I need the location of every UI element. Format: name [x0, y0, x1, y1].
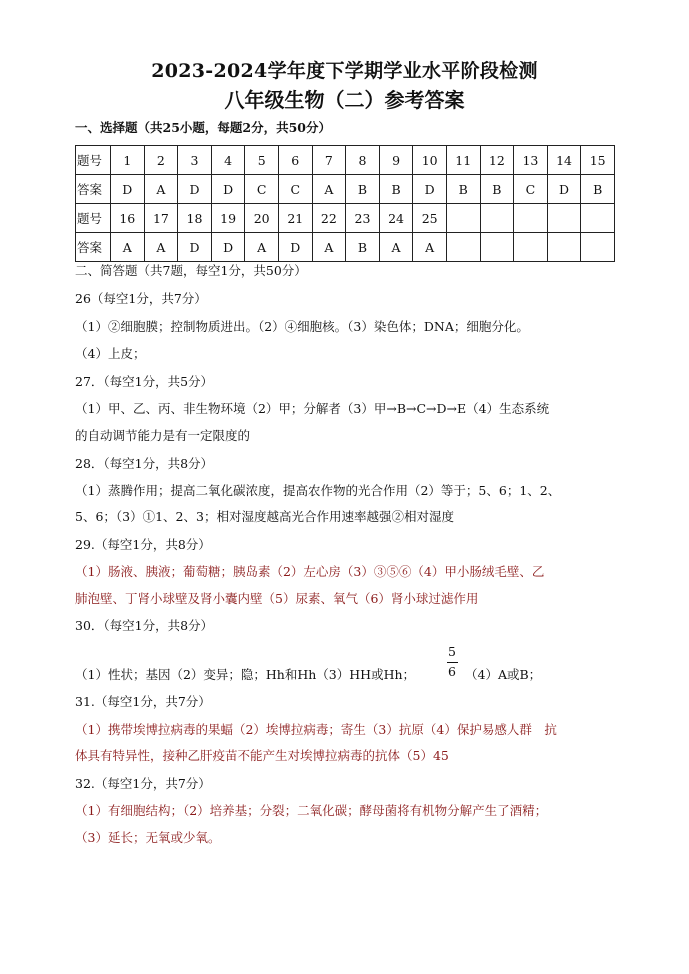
table-cell: 22	[312, 204, 346, 233]
q30-line-1-tail: （4）A或B；	[465, 667, 542, 682]
table-cell: 21	[278, 204, 312, 233]
q27-line-1: （1）甲、乙、丙、非生物环境（2）甲；分解者（3）甲→B→C→D→E（4）生态系统	[75, 401, 550, 416]
table-cell	[446, 233, 480, 262]
table-cell: 8	[346, 146, 380, 175]
table-cell: 3	[178, 146, 212, 175]
table-cell: 16	[111, 204, 145, 233]
table-cell	[581, 233, 615, 262]
q30-fraction-numerator: 5	[448, 644, 456, 659]
table-cell	[514, 204, 548, 233]
q30-head: 30．（每空1分，共8分）	[75, 618, 214, 633]
q31-head: 31.（每空1分，共7分）	[75, 694, 211, 709]
table-cell: 1	[111, 146, 145, 175]
table-cell: A	[379, 233, 413, 262]
table-cell: D	[111, 175, 145, 204]
table-cell: B	[446, 175, 480, 204]
table-cell: 25	[413, 204, 447, 233]
table-cell: 20	[245, 204, 279, 233]
table-cell: B	[346, 175, 380, 204]
table-cell: B	[346, 233, 380, 262]
table-cell: A	[111, 233, 145, 262]
q28-head: 28．（每空1分，共8分）	[75, 456, 214, 471]
table-cell: 6	[278, 146, 312, 175]
section2-heading: 二、简答题（共7题，每空1分，共50分）	[75, 263, 307, 278]
table-row-label: 答案	[76, 233, 111, 262]
title-line-1: 2023-2024学年度下学期学业水平阶段检测	[151, 60, 538, 82]
table-cell: 23	[346, 204, 380, 233]
table-cell: 9	[379, 146, 413, 175]
table-cell: A	[144, 233, 178, 262]
table-row	[76, 175, 615, 204]
table-row	[76, 146, 615, 175]
section1-heading: 一、选择题（共25小题，每题2分，共50分）	[75, 120, 331, 135]
q29-head: 29.（每空1分，共8分）	[75, 537, 211, 552]
table-row-label: 题号	[76, 204, 111, 233]
table-cell: C	[278, 175, 312, 204]
table-cell: 24	[379, 204, 413, 233]
q29-line-1: （1）肠液、胰液；葡萄糖；胰岛素（2）左心房（3）③⑤⑥（4）甲小肠绒毛壁、乙	[75, 564, 545, 579]
table-cell: 10	[413, 146, 447, 175]
table-cell: D	[211, 175, 245, 204]
table-cell: D	[278, 233, 312, 262]
table-cell: B	[379, 175, 413, 204]
table-cell: B	[581, 175, 615, 204]
q32-line-1: （1）有细胞结构；（2）培养基；分裂；二氧化碳；酵母菌将有机物分解产生了酒精；	[75, 803, 548, 818]
q31-line-1: （1）携带埃博拉病毒的果蝠（2）埃博拉病毒；寄生（3）抗原（4）保护易感人群 抗	[75, 722, 557, 737]
q30-fraction-denominator: 6	[448, 664, 456, 679]
table-cell: A	[312, 233, 346, 262]
q31-line-2: 体具有特异性，接种乙肝疫苗不能产生对埃博拉病毒的抗体（5）45	[75, 748, 449, 763]
q28-line-2: 5、6；（3）①1、2、3；相对湿度越高光合作用速率越强②相对湿度	[75, 509, 454, 524]
q28-line-1: （1）蒸腾作用；提高二氧化碳浓度，提高农作物的光合作用（2）等于；5、6；1、2、	[75, 483, 561, 498]
title-line-2: 八年级生物（二）参考答案	[224, 88, 465, 112]
table-cell: D	[178, 233, 212, 262]
table-cell	[480, 204, 514, 233]
table-cell: C	[245, 175, 279, 204]
table-cell: 12	[480, 146, 514, 175]
q30-line-1: （1）性状；基因（2）变异；隐；Hh和Hh（3）HH或Hh；	[75, 667, 416, 682]
q30-fraction-bar	[447, 662, 458, 663]
table-cell: D	[413, 175, 447, 204]
table-cell: 19	[211, 204, 245, 233]
table-cell: 4	[211, 146, 245, 175]
table-cell: D	[547, 175, 581, 204]
table-row-label: 题号	[76, 146, 111, 175]
answer-table	[75, 145, 615, 262]
q26-head: 26（每空1分，共7分）	[75, 291, 207, 306]
table-row	[76, 204, 615, 233]
table-cell: B	[480, 175, 514, 204]
q27-head: 27．（每空1分，共5分）	[75, 374, 214, 389]
table-cell: 18	[178, 204, 212, 233]
table-cell: 17	[144, 204, 178, 233]
table-cell	[514, 233, 548, 262]
table-cell: 7	[312, 146, 346, 175]
table-cell: 15	[581, 146, 615, 175]
table-row	[76, 233, 615, 262]
table-cell: A	[144, 175, 178, 204]
table-cell: 11	[446, 146, 480, 175]
table-cell	[581, 204, 615, 233]
table-cell	[446, 204, 480, 233]
q26-line-1: （1）②细胞膜；控制物质进出。（2）④细胞核。（3）染色体；DNA；细胞分化。	[75, 319, 529, 334]
table-cell: A	[312, 175, 346, 204]
q29-line-2: 肺泡壁、丁肾小球壁及肾小囊内壁（5）尿素、氧气（6）肾小球过滤作用	[75, 591, 479, 606]
table-cell	[480, 233, 514, 262]
q26-line-2: （4）上皮；	[75, 346, 146, 361]
table-row-label: 答案	[76, 175, 111, 204]
q32-line-2: （3）延长；无氧或少氧。	[75, 830, 221, 845]
table-cell: A	[245, 233, 279, 262]
table-cell: 13	[514, 146, 548, 175]
q32-head: 32.（每空1分，共7分）	[75, 776, 211, 791]
table-cell: D	[211, 233, 245, 262]
table-cell: C	[514, 175, 548, 204]
table-cell: D	[178, 175, 212, 204]
table-cell: 5	[245, 146, 279, 175]
table-cell	[547, 204, 581, 233]
q27-line-2: 的自动调节能力是有一定限度的	[75, 428, 251, 443]
table-cell	[547, 233, 581, 262]
table-cell: A	[413, 233, 447, 262]
table-cell: 14	[547, 146, 581, 175]
table-cell: 2	[144, 146, 178, 175]
